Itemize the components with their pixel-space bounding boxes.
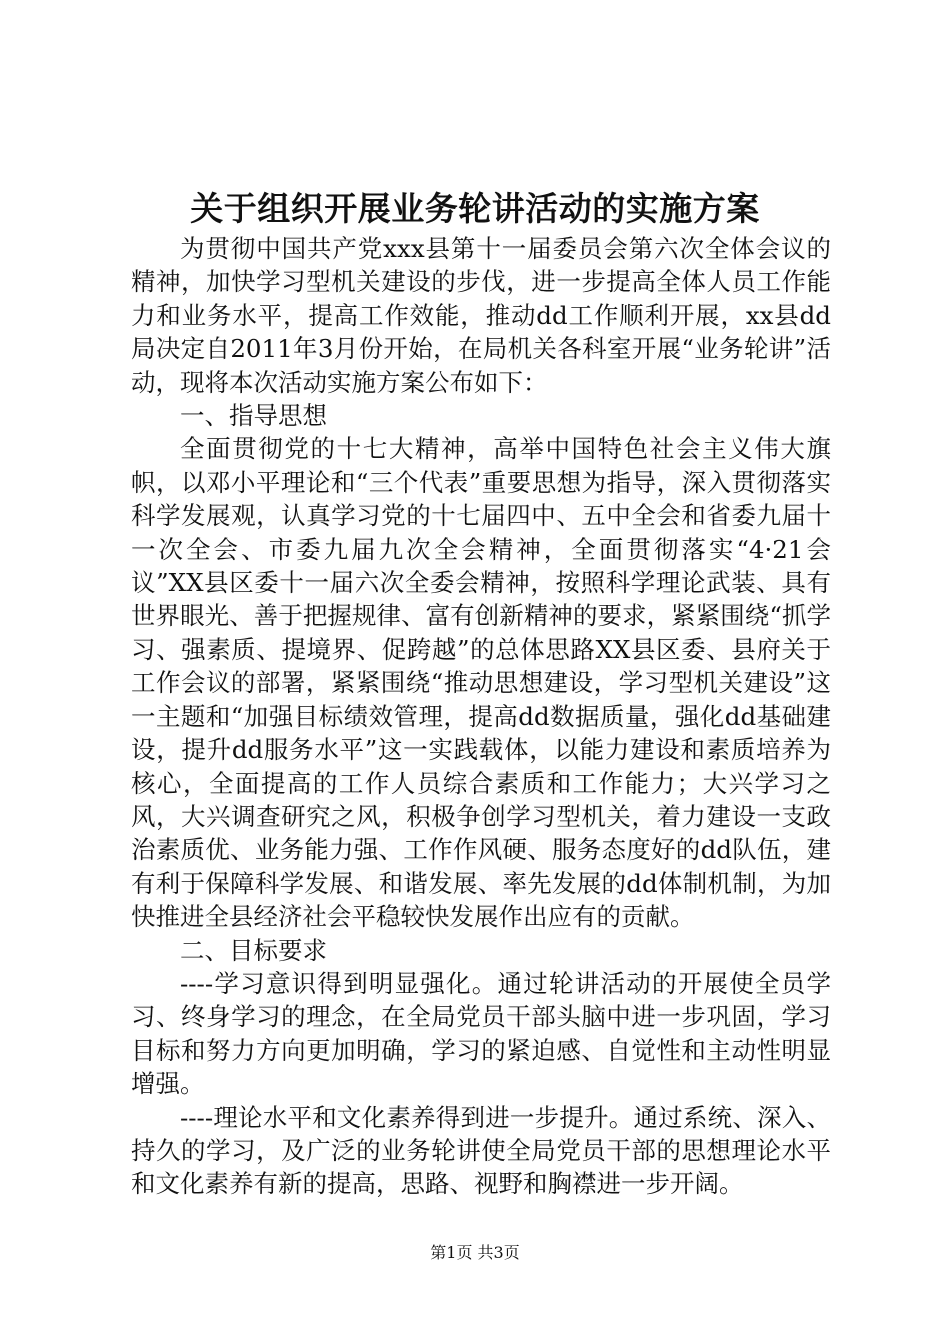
intro-paragraph: 为贯彻中国共产党xxx县第十一届委员会第六次全体会议的精神，加快学习型机关建设的步伐，进一步提高全体人员工作能力和业务水平，提高工作效能，推动dd工作顺利开展，xx县dd局决定自2011年3月份开始，在局机关各科室开展“业务轮讲”活动，现将本次活动实施方案公布如下： [131,234,831,397]
document-body [131,232,831,1201]
section-heading-goals: 二、目标要求 [180,935,327,965]
page-number-footer: 第1页 共3页 [430,1243,520,1262]
goal-paragraph-theory-level: ----理论水平和文化素养得到进一步提升。通过系统、深入、持久的学习，及广泛的业务轮讲使全局党员干部的思想理论水平和文化素养有新的提高，思路、视野和胸襟进一步开阔。 [131,1102,831,1199]
goal-paragraph-learning-awareness: ----学习意识得到明显强化。通过轮讲活动的开展使全员学习、终身学习的理念，在全局党员干部头脑中进一步巩固，学习目标和努力方向更加明确，学习的紧迫感、自觉性和主动性明显增强。 [131,968,831,1099]
guiding-thought-paragraph: 全面贯彻党的十七大精神，高举中国特色社会主义伟大旗帜，以邓小平理论和“三个代表”重要思想为指导，深入贯彻落实科学发展观，认真学习党的十七届四中、五中全会和省委九届十一次全会、市委九届九次全会精神，全面贯彻落实“4·21会议”XX县区委十一届六次全委会精神，按照科学理论武装、具有世界眼光、善于把握规律、富有创新精神的要求，紧紧围绕“抓学习、强素质、提境界、促跨越”的总体思路XX县区委、县府关于工作会议的部署，紧紧围绕“推动思想建设，学习型机关建设”这一主题和“加强目标绩效管理，提高dd数据质量，强化dd基础建设，提升dd服务水平”这一实践载体，以能力建设和素质培养为核心，全面提高的工作人员综合素质和工作能力；大兴学习之风，大兴调查研究之风，积极争创学习型机关，着力建设一支政治素质优、业务能力强、工作作风硬、服务态度好的dd队伍，建有利于保障科学发展、和谐发展、率先发展的dd体制机制，为加快推进全县经济社会平稳较快发展作出应有的贡献。 [131,434,831,932]
section-heading-guiding-thought: 一、指导思想 [180,401,327,431]
document-title: 关于组织开展业务轮讲活动的实施方案 [190,189,760,228]
